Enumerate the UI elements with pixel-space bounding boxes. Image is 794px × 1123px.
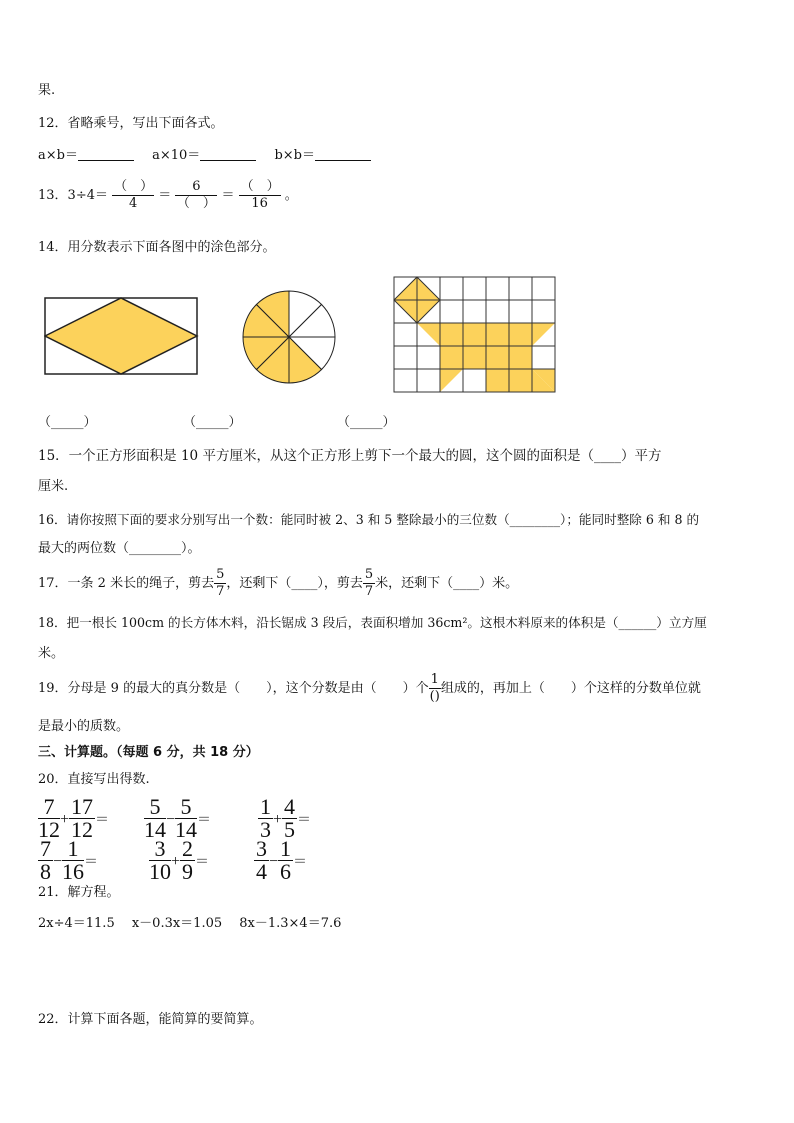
denominator: 14 bbox=[144, 817, 166, 843]
q19-fraction bbox=[429, 672, 441, 705]
fraction-b bbox=[278, 838, 293, 883]
q20-expression bbox=[149, 836, 209, 886]
numerator: 5 bbox=[175, 796, 197, 819]
fraction-b bbox=[62, 838, 84, 883]
q13-fraction-3 bbox=[239, 179, 281, 212]
equals-sign: ＝ bbox=[195, 855, 210, 870]
q22-title: 22．计算下面各题，能简算的要简算。 bbox=[38, 1012, 263, 1027]
denominator: 6 bbox=[280, 859, 292, 885]
numerator: 2 bbox=[182, 836, 194, 862]
q12-b-blank[interactable] bbox=[200, 146, 256, 161]
q17-f2-den: 7 bbox=[364, 584, 374, 599]
q13-end: 。 bbox=[284, 188, 298, 203]
q16-line-1: 16．请你按照下面的要求分别写出一个数：能同时被 2、3 和 5 整除最小的三位数（________）；能同时整除 6 和 8 的 bbox=[38, 512, 700, 527]
q19-f-num: 1 bbox=[430, 672, 439, 687]
fraction-b bbox=[69, 796, 95, 841]
q16-line-2: 最大的两位数（________）。 bbox=[38, 541, 201, 556]
rectangle-rhombus-figure bbox=[44, 297, 200, 377]
numerator: 5 bbox=[144, 796, 166, 819]
equals-sign: ＝ bbox=[293, 855, 308, 870]
q19-line-2: 是最小的质数。 bbox=[38, 719, 130, 734]
q14-answer-3[interactable]: （_____） bbox=[337, 415, 396, 430]
q19-text-2: 组成的，再加上（ ）个这样的分数单位就 bbox=[440, 681, 701, 696]
denominator: 12 bbox=[38, 817, 60, 843]
q13: 13．3÷4＝ $\frac{( )}{4}$ ＝ $\frac{6}{( )}$ ＝ $\frac{( )}{16}$ 。 bbox=[38, 179, 298, 211]
q13-den-3: 16 bbox=[251, 196, 268, 211]
q13-fraction-2 bbox=[175, 179, 217, 212]
q13-blank-num-1[interactable]: （ ） bbox=[114, 179, 154, 194]
q14-answer-2[interactable]: （_____） bbox=[183, 415, 242, 430]
equals-sign: ＝ bbox=[197, 813, 212, 828]
denominator: 8 bbox=[40, 859, 51, 885]
q13-blank-num-3[interactable]: （ ） bbox=[240, 179, 280, 194]
shaded-shape bbox=[394, 277, 555, 392]
numerator: 7 bbox=[38, 796, 60, 819]
denominator: 4 bbox=[256, 859, 267, 885]
line-q11-end: 果. bbox=[38, 83, 56, 98]
section-3-heading: 三、计算题。（每题 6 分，共 18 分） bbox=[38, 745, 259, 760]
operator: + bbox=[273, 811, 283, 828]
q18-line-1: 18．把一根长 100cm 的长方体木料，沿长锯成 3 段后，表面积增加 36cm²。这根木料原来的体积是（______）立方厘 bbox=[38, 615, 707, 630]
operator: − bbox=[166, 811, 176, 828]
q12-a-label: a×b＝ bbox=[38, 148, 78, 163]
q15-line-2: 厘米. bbox=[38, 479, 69, 494]
denominator: 9 bbox=[182, 859, 194, 885]
q18-line-2: 米。 bbox=[38, 646, 65, 661]
q14-answer-1[interactable]: （_____） bbox=[38, 415, 97, 430]
fraction-a bbox=[144, 796, 166, 841]
operator: − bbox=[269, 853, 279, 870]
q13-fraction-1 bbox=[112, 179, 154, 212]
numerator: 3 bbox=[256, 836, 267, 862]
q13-prefix: 13．3÷4＝ bbox=[38, 188, 108, 203]
numerator: 1 bbox=[280, 836, 292, 862]
equals-sign: ＝ bbox=[95, 813, 110, 828]
fraction-b bbox=[180, 838, 195, 883]
fraction-a bbox=[258, 796, 273, 841]
q20-title: 20．直接写出得数. bbox=[38, 772, 150, 787]
operator: + bbox=[171, 853, 181, 870]
equals-sign: ＝ bbox=[297, 813, 312, 828]
operator: − bbox=[53, 853, 63, 870]
fraction-a bbox=[38, 838, 53, 883]
grid-shape-figure bbox=[393, 276, 559, 396]
denominator: 14 bbox=[175, 817, 198, 843]
q12-a-blank[interactable] bbox=[78, 146, 134, 161]
denominator: 10 bbox=[149, 859, 171, 885]
q17-text-2: ，还剩下（____），剪去 bbox=[226, 576, 363, 591]
q15-line-1: 15．一个正方形面积是 10 平方厘米，从这个正方形上剪下一个最大的圆，这个圆的面积是（____）平方 bbox=[38, 448, 662, 464]
q17 bbox=[38, 566, 518, 602]
q12-c-label: b×b＝ bbox=[274, 148, 315, 163]
q19 bbox=[38, 671, 701, 707]
q19-text-1: 19．分母是 9 的最大的真分数是（ ），这个分数是由（ ）个 bbox=[38, 681, 429, 696]
q21-title: 21．解方程。 bbox=[38, 885, 120, 900]
denominator: 5 bbox=[284, 817, 296, 843]
q17-text-1: 17．一条 2 米长的绳子，剪去 bbox=[38, 576, 215, 591]
numerator: 7 bbox=[40, 836, 51, 862]
q12-b-label: a×10＝ bbox=[152, 148, 201, 163]
q13-den-1: 4 bbox=[128, 196, 138, 211]
q20-expression bbox=[254, 836, 307, 886]
operator: + bbox=[60, 811, 70, 828]
numerator: 17 bbox=[71, 794, 94, 820]
fraction-a bbox=[38, 796, 60, 841]
equals-sign: ＝ bbox=[84, 855, 99, 870]
fraction-b bbox=[282, 796, 297, 841]
q17-fraction-2 bbox=[363, 567, 375, 600]
q21-equations: 2x÷4＝11.5 x－0.3x＝1.05 8x－1.3×4＝7.6 bbox=[38, 916, 342, 931]
q17-text-3: 米，还剩下（____）米。 bbox=[375, 576, 519, 591]
denominator: 16 bbox=[62, 859, 85, 885]
numerator: 4 bbox=[284, 794, 296, 820]
denominator: 3 bbox=[260, 817, 271, 843]
q14-title: 14．用分数表示下面各图中的涂色部分。 bbox=[38, 240, 276, 255]
q17-f1-num: 5 bbox=[216, 567, 225, 582]
fraction-b bbox=[175, 796, 197, 841]
q17-f2-num: 5 bbox=[364, 567, 374, 582]
q13-num-2: 6 bbox=[175, 179, 217, 196]
q17-f1-den: 7 bbox=[216, 584, 225, 599]
denominator: 12 bbox=[71, 817, 94, 843]
q20-expression bbox=[38, 836, 98, 886]
q19-f-den[interactable]: () bbox=[429, 689, 440, 704]
numerator: 3 bbox=[149, 838, 171, 861]
numerator: 1 bbox=[62, 838, 84, 861]
fraction-a bbox=[149, 838, 171, 883]
q12-title: 12．省略乘号，写出下面各式。 bbox=[38, 116, 224, 131]
q12-blanks bbox=[38, 146, 371, 165]
numerator: 1 bbox=[260, 794, 271, 820]
circle-sectors-figure bbox=[240, 288, 338, 386]
q17-fraction-1 bbox=[214, 567, 226, 600]
q13-blank-den-2[interactable]: （ ） bbox=[176, 196, 216, 211]
fraction-a bbox=[254, 838, 269, 883]
q12-c-blank[interactable] bbox=[315, 146, 371, 161]
